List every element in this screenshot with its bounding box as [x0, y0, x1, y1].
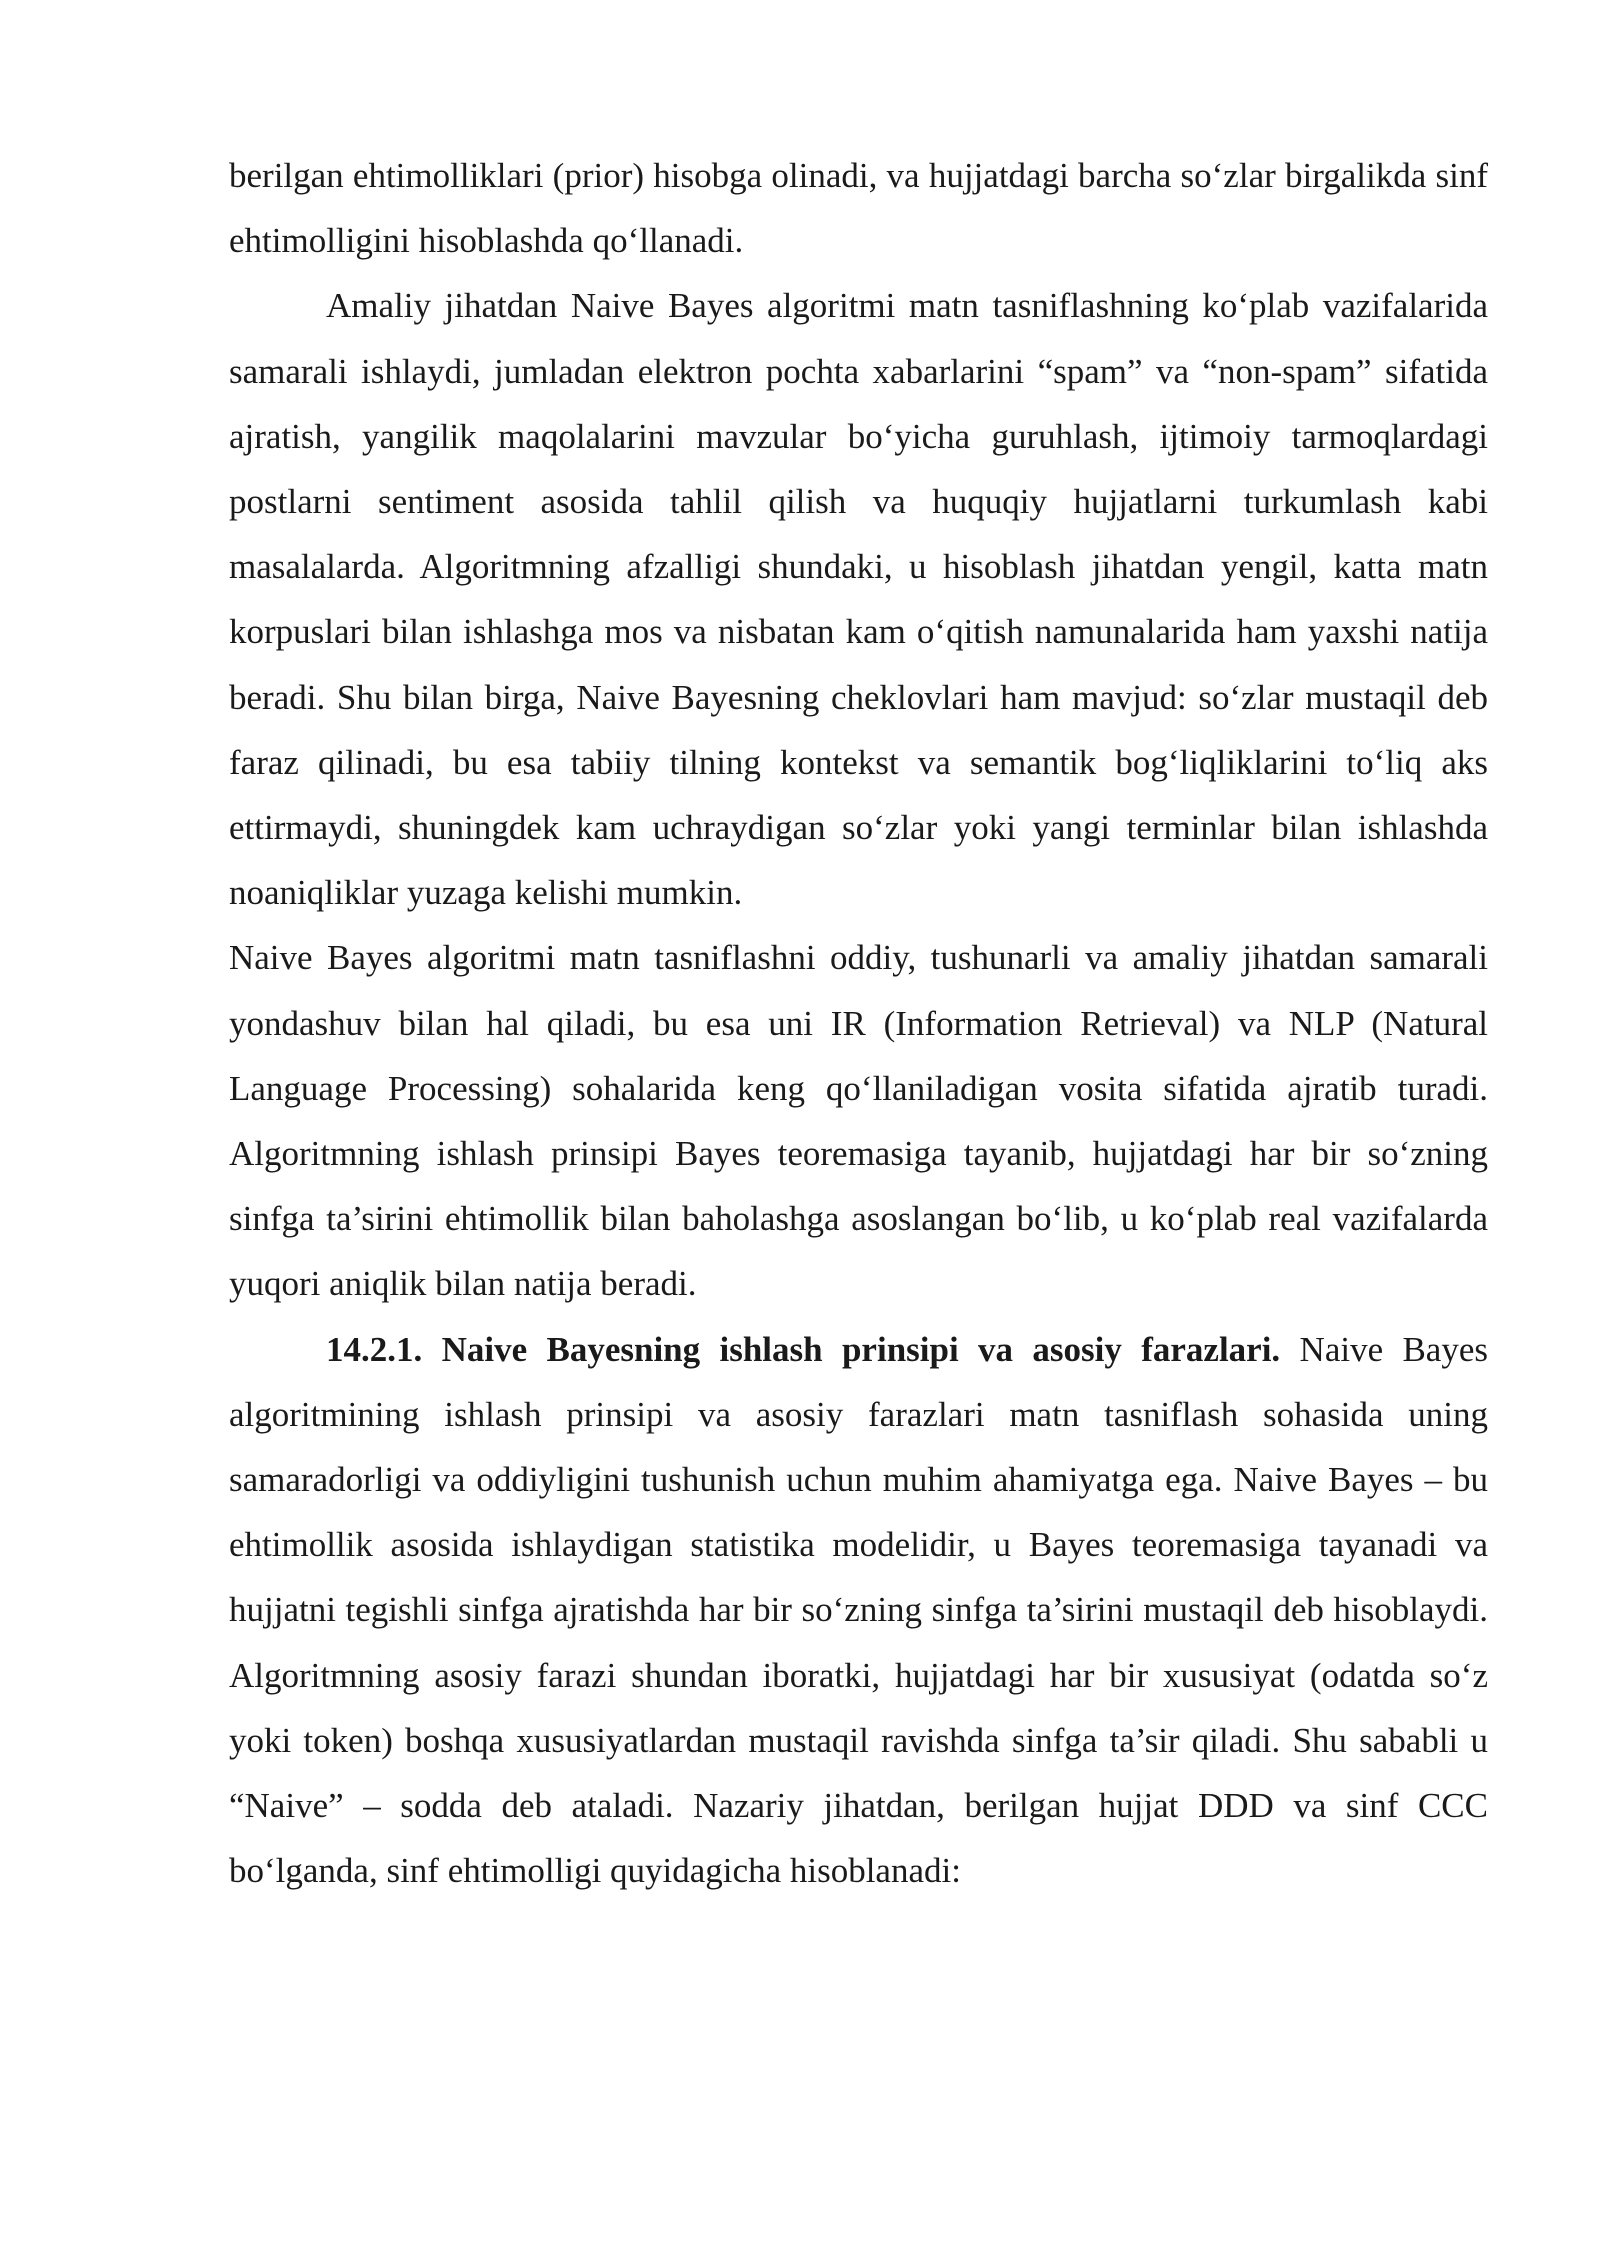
section-heading: 14.2.1. Naive Bayesning ishlash prinsipi va asosiy farazlari. — [326, 1329, 1281, 1369]
document-page — [229, 143, 1488, 1903]
paragraph-section-14-2-1 — [229, 1317, 1488, 1904]
paragraph-prior-continuation: berilgan ehtimolliklari (prior) hisobga olinadi, va hujjatdagi barcha so‘zlar birgalikda sinf ehtimolligini hisoblashda qo‘llanadi. — [229, 156, 1488, 261]
paragraph-summary: Naive Bayes algoritmi matn tasniflashni oddiy, tushunarli va amaliy jihatdan samarali yondashuv bilan hal qiladi, bu esa uni IR (Information Retrieval) va NLP (Natural Language Processing) sohalarida keng qo‘llaniladigan vosita sifatida ajratib turadi. Algoritmning ishlash prinsipi Bayes teoremasiga tayanib, hujjatdagi har bir so‘zning sinfga ta’sirini ehtimollik bilan baholashga asoslangan bo‘lib, u ko‘plab real vazifalarda yuqori aniqlik bilan natija beradi. — [229, 938, 1488, 1304]
paragraph-practical-applications: Amaliy jihatdan Naive Bayes algoritmi matn tasniflashning ko‘plab vazifalarida samarali ishlaydi, jumladan elektron pochta xabarlarini “spam” va “non-spam” sifatida ajratish, yangilik maqolalarini mavzular bo‘yicha guruhlash, ijtimoiy tarmoqlardagi postlarni sentiment asosida tahlil qilish va huquqiy hujjatlarni turkumlash kabi masalalarda. Algoritmning afzalligi shundaki, u hisoblash jihatdan yengil, katta matn korpuslari bilan ishlashga mos va nisbatan kam o‘qitish namunalarida ham yaxshi natija beradi. Shu bilan birga, Naive Bayesning cheklovlari ham mavjud: so‘zlar mustaqil deb faraz qilinadi, bu esa tabiiy tilning kontekst va semantik bog‘liqliklarini to‘liq aks ettirmaydi, shuningdek kam uchraydigan so‘zlar yoki yangi terminlar bilan ishlashda noaniqliklar yuzaga kelishi mumkin. — [229, 286, 1488, 913]
section-body-text: Naive Bayes algoritmining ishlash prinsipi va asosiy farazlari matn tasniflash sohasida uning samaradorligi va oddiyligini tushunish uchun muhim ahamiyatga ega. Naive Bayes – bu ehtimollik asosida ishlaydigan statistika modelidir, u Bayes teoremasiga tayanadi va hujjatni tegishli sinfga ajratishda har bir so‘zning sinfga ta’sirini mustaqil deb hisoblaydi. Algoritmning asosiy farazi shundan iboratki, hujjatdagi har bir xususiyat (odatda so‘z yoki token) boshqa xususiyatlardan mustaqil ravishda sinfga ta’sir qiladi. Shu sababli u “Naive” – sodda deb ataladi. Nazariy jihatdan, berilgan hujjat DDD va sinf CCC bo‘lganda, sinf ehtimolligi quyidagicha hisoblanadi: — [229, 1329, 1488, 1891]
